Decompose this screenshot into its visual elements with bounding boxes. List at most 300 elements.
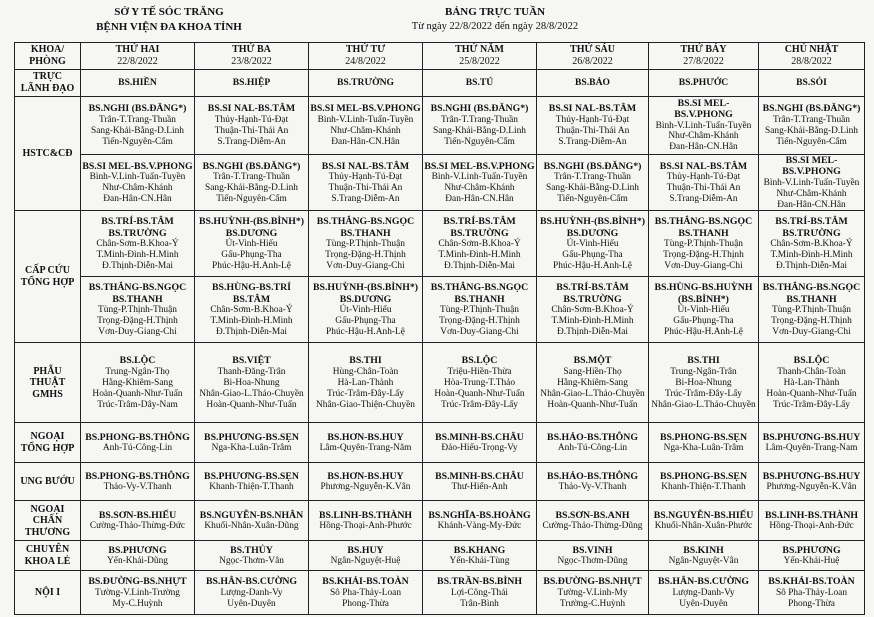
staff-line: Trung-Ngân-Trân xyxy=(670,366,737,377)
staff-line: Gấu-Phụng-Tha xyxy=(562,249,623,260)
doctor-on-duty: BS.LINH-BS.THÀNH xyxy=(318,509,413,521)
staff-line: Nga-Kha-Luân-Trâm xyxy=(663,443,744,454)
doctor-on-duty: BS.HÙNG-BS.TRÍ BS.TÂM xyxy=(212,282,291,305)
staff-line: Khanh-Thiện-T.Thanh xyxy=(661,482,746,493)
department-label-line: NỘI I xyxy=(34,587,61,599)
staff-line: Lâm-Quyên-Trang-Nam xyxy=(765,443,858,454)
day-header xyxy=(195,43,309,70)
duty-cell xyxy=(423,97,537,155)
staff-line: Hằng-Khiêm-Sang xyxy=(102,377,173,388)
doctor-on-duty: BS.KINH xyxy=(683,544,724,556)
staff-line: Nga-Kha-Luân-Trâm xyxy=(211,443,292,454)
staff-line: Vơn-Duy-Giang-Chi xyxy=(98,326,177,337)
staff-line: S.Trang-Diễm-An xyxy=(669,193,738,204)
staff-line: Đảo-Hiếu-Trọng-Vy xyxy=(441,443,518,454)
date-range: Từ ngày 22/8/2022 đến ngày 28/8/2022 xyxy=(411,21,579,32)
staff-line: Thủy-Hạnh-Tú-Đạt xyxy=(555,114,630,125)
duty-cell xyxy=(423,541,537,571)
staff-line: Khuổi-Nhân-Xuân-Phước xyxy=(654,521,753,532)
doctor-on-duty: BS.TRÍ-BS.TÂM BS.TRƯỜNG xyxy=(443,216,516,239)
title-block xyxy=(390,6,600,32)
schedule-row xyxy=(15,343,865,423)
staff-line: Thanh-Đăng-Trân xyxy=(217,366,286,377)
staff-line: Bình-V.Linh-Tuấn-Tuyền xyxy=(655,120,752,131)
staff-line: Chân-Sơm-B.Khoa-Ý xyxy=(770,238,853,249)
duty-cell xyxy=(537,277,649,343)
staff-line: Sô Pha-Thảy-Loan xyxy=(775,587,848,598)
department-label-line: THUẬT xyxy=(29,377,66,389)
staff-line: Trân-T.Trang-Thuần xyxy=(99,114,176,125)
schedule-row xyxy=(15,463,865,501)
leader-cell: BS.TRƯỜNG xyxy=(309,70,423,97)
staff-line: Hoàn-Quanh-Như-Tuấn xyxy=(434,388,525,399)
doctor-on-duty: BS.PHƯƠNG xyxy=(108,544,167,556)
staff-line: Hoàn-Quanh-Như-Tuấn xyxy=(547,399,638,410)
staff-line: Tùng-P.Thịnh-Thuận xyxy=(98,304,177,315)
staff-line: Khuổi-Nhân-Xuân-Dũng xyxy=(204,521,299,532)
doctor-on-duty: BS.HUỲNH-(BS.BÌNH*) BS.DƯƠNG xyxy=(312,282,419,305)
staff-line: Trân-Bình xyxy=(460,598,499,609)
doctor-on-duty: BS.SI MEL-BS.V.PHONG xyxy=(310,103,421,115)
doctor-on-duty: BS.KHẢI-BS.TOÀN xyxy=(768,576,855,588)
doctor-on-duty: BS.THẮNG-BS.NGỌC BS.THANH xyxy=(316,216,415,239)
staff-line: Bình-V.Linh-Tuấn-Tuyền xyxy=(317,114,414,125)
staff-line: Phương-Nguyễn-K.Vân xyxy=(320,482,411,493)
staff-line: T.Minh-Đình-H.Minh xyxy=(770,249,853,260)
day-date: 23/8/2022 xyxy=(231,56,272,67)
department-label-line: THƯƠNG xyxy=(24,526,71,538)
department-label xyxy=(15,343,81,423)
staff-line: Hoàn-Quanh-Như-Tuấn xyxy=(206,399,297,410)
staff-line: Đan-Hân-CN.Hân xyxy=(103,193,172,204)
duty-cell xyxy=(649,97,759,155)
duty-cell xyxy=(309,97,423,155)
doctor-on-duty: BS.PHƯƠNG-BS.HUY xyxy=(762,431,861,443)
staff-line: Bi-Hoa-Nhung xyxy=(675,377,732,388)
doctor-on-duty: BS.HẢO-BS.THÔNG xyxy=(547,431,638,443)
department-label-line: UNG BƯỚU xyxy=(20,476,75,488)
duty-cell xyxy=(81,463,195,501)
staff-line: Trường-C.Huỳnh xyxy=(559,598,626,609)
staff-line: Bình-V.Linh-Tuấn-Tuyền xyxy=(89,172,186,183)
staff-line: Đ.Thịnh-Diễn-Mai xyxy=(556,326,629,337)
staff-line: T.Minh-Đình-H.Minh xyxy=(210,315,293,326)
staff-line: Như-Châm-Khánh xyxy=(330,125,401,136)
duty-cell xyxy=(195,463,309,501)
schedule-row xyxy=(15,211,865,277)
staff-line: Lợi-Công-Thái xyxy=(450,587,509,598)
staff-line: Trúc-Trâm-Dây-Nam xyxy=(97,399,178,410)
staff-line: Trọng-Đặng-H.Thịnh xyxy=(663,249,744,260)
doctor-on-duty: BS.SƠN-BS.HIẾU xyxy=(98,509,177,521)
doctor-on-duty: BS.HÂN-BS.CƯỜNG xyxy=(657,576,750,588)
duty-cell xyxy=(81,343,195,423)
staff-line: Sang-Khải-Bằng-D.Linh xyxy=(433,125,526,136)
doctor-on-duty: BS.ĐƯỜNG-BS.NHỰT xyxy=(543,576,642,588)
staff-line: Trung-Ngân-Thọ xyxy=(105,366,170,377)
doctor-on-duty: BS.LỘC xyxy=(461,355,498,367)
staff-line: Đan-Hân-CN.Hân xyxy=(669,142,738,153)
doctor-on-duty: BS.PHƯƠNG xyxy=(782,544,841,556)
doctor-on-duty: BS.NGHI (BS.ĐĂNG*) xyxy=(430,103,529,115)
duty-cell xyxy=(81,541,195,571)
duty-cell xyxy=(537,211,649,277)
day-date: 28/8/2022 xyxy=(791,56,832,67)
staff-line: Như-Châm-Khánh xyxy=(668,131,739,142)
staff-line: Nhân-Giao-L.Thảo-Chuyền xyxy=(540,388,645,399)
doctor-on-duty: BS.HÂN-BS.CƯỜNG xyxy=(205,576,298,588)
day-header xyxy=(649,43,759,70)
doctor-on-duty: BS.TRÍ-BS.TÂM BS.TRƯỜNG xyxy=(775,216,848,239)
staff-line: Vơn-Duy-Giang-Chi xyxy=(664,260,743,271)
staff-line: Trúc-Trâm-Đây-Lấy xyxy=(665,388,742,399)
staff-line: Phong-Thừa xyxy=(342,598,389,609)
day-name: THỨ BẢY xyxy=(680,44,727,56)
doctor-on-duty: BS.NGHI (BS.ĐĂNG*) xyxy=(88,103,187,115)
department-label-line: TỔNG HỢP xyxy=(20,276,75,288)
day-header xyxy=(309,43,423,70)
staff-line: Lượng-Danh-Vy xyxy=(220,587,283,598)
day-date: 26/8/2022 xyxy=(572,56,613,67)
department-label xyxy=(15,423,81,463)
staff-line: S.Trang-Diễm-An xyxy=(331,193,400,204)
department-label-line: TỔNG HỢP xyxy=(20,442,75,454)
doctor-on-duty: BS.SƠN-BS.ANH xyxy=(555,509,630,521)
doctor-on-duty: BS.THẮNG-BS.NGỌC BS.THANH xyxy=(654,216,753,239)
staff-line: Đan-Hân-CN.Hân xyxy=(331,136,400,147)
staff-line: Tùng-P.Thịnh-Thuận xyxy=(440,304,519,315)
staff-line: Trân-T.Trang-Thuần xyxy=(441,114,518,125)
staff-line: Tùng-P.Thịnh-Thuận xyxy=(326,238,405,249)
staff-line: Hằng-Khiêm-Sang xyxy=(557,377,628,388)
staff-line: Uyên-Duyên xyxy=(227,598,276,609)
staff-line: Phúc-Hậu-H.Anh-Lệ xyxy=(553,260,632,271)
doctor-on-duty: BS.SI NAL-BS.TÂM xyxy=(548,103,637,115)
duty-cell xyxy=(759,423,865,463)
staff-line: Bình-V.Linh-Tuấn-Tuyền xyxy=(431,172,528,183)
staff-line: Hoàn-Quanh-Như-Tuấn xyxy=(766,388,857,399)
staff-line: Hà-Lan-Thành xyxy=(337,377,394,388)
staff-line: Chân-Sơm-B.Khoa-Ý xyxy=(438,238,521,249)
department-label-line: HSTC&CĐ xyxy=(22,147,73,159)
doctor-on-duty: BS.MINH-BS.CHÂU xyxy=(435,470,524,482)
staff-line: Thuận-Thi-Thái An xyxy=(214,125,289,136)
staff-line: Vơn-Duy-Giang-Chi xyxy=(440,326,519,337)
duty-cell xyxy=(423,463,537,501)
staff-line: Sang-Khải-Bằng-D.Linh xyxy=(765,125,858,136)
staff-line: Phúc-Hậu-H.Anh-Lệ xyxy=(664,326,743,337)
duty-cell xyxy=(195,155,309,211)
staff-line: Đ.Thịnh-Diễn-Mai xyxy=(775,260,848,271)
day-date: 27/8/2022 xyxy=(683,56,724,67)
duty-cell xyxy=(195,571,309,615)
staff-line: Đan-Hân-CN.Hân xyxy=(445,193,514,204)
staff-line: Ngọc-Thơm-Dũng xyxy=(557,556,628,567)
duty-cell xyxy=(759,211,865,277)
duty-cell xyxy=(195,541,309,571)
doctor-on-duty: BS.HƠN-BS.HUY xyxy=(327,431,404,443)
doctor-on-duty: BS.THI xyxy=(687,355,720,367)
staff-line: Út-Vinh-Hiếu xyxy=(566,238,619,249)
org-line-2: BỆNH VIỆN ĐA KHOA TỈNH xyxy=(96,21,242,33)
department-label-line: CHẤN xyxy=(32,515,63,527)
staff-line: Thủy-Hạnh-Tú-Đạt xyxy=(666,172,741,183)
staff-line: Ngân-Nguyệt-Vân xyxy=(668,556,739,567)
staff-line: Chân-Sơm-B.Khoa-Ý xyxy=(551,304,634,315)
staff-line: Trúc-Trâm-Đây-Lấy xyxy=(773,399,850,410)
doctor-on-duty: BS.LỘC xyxy=(119,355,156,367)
day-name: THỨ SÁU xyxy=(570,44,615,56)
doctor-on-duty: BS.THẮNG-BS.NGỌC BS.THANH xyxy=(762,282,861,305)
staff-line: Hòa-Trung-T.Thảo xyxy=(443,377,516,388)
duty-cell xyxy=(309,463,423,501)
staff-line: Ngân-Nguyệt-Huệ xyxy=(330,556,401,567)
issuer-block xyxy=(54,6,284,33)
schedule-row xyxy=(15,501,865,541)
leader-cell: BS.HIỆP xyxy=(195,70,309,97)
duty-cell xyxy=(195,501,309,541)
duty-cell xyxy=(309,155,423,211)
duty-cell xyxy=(759,463,865,501)
doctor-on-duty: BS.SI MEL-BS.V.PHONG xyxy=(82,160,193,172)
corner-label: KHOA/ PHÒNG xyxy=(15,43,81,70)
duty-cell xyxy=(423,277,537,343)
day-name: THỨ BA xyxy=(232,44,271,56)
staff-line: Thảo-Vy-V.Thanh xyxy=(558,482,627,493)
duty-cell xyxy=(309,571,423,615)
staff-line: Út-Vinh-Hiếu xyxy=(225,238,278,249)
doctor-on-duty: BS.THI xyxy=(349,355,382,367)
doctor-on-duty: BS.MỘT xyxy=(573,355,612,367)
staff-line: Tùng-P.Thịnh-Thuận xyxy=(772,304,851,315)
duty-cell xyxy=(81,423,195,463)
department-label xyxy=(15,541,81,571)
duty-cell xyxy=(423,571,537,615)
day-date: 24/8/2022 xyxy=(345,56,386,67)
doctor-on-duty: BS.SI NAL-BS.TÂM xyxy=(659,160,748,172)
staff-line: Trân-T.Trang-Thuần xyxy=(554,172,631,183)
doctor-on-duty: BS.SI MEL-BS.V.PHONG xyxy=(782,155,841,178)
duty-cell xyxy=(423,423,537,463)
staff-line: Trúc-Trâm-Đây-Lấy xyxy=(327,388,404,399)
staff-line: Nhân-Giao-Thiện-Chuyền xyxy=(316,399,415,410)
schedule-row xyxy=(15,541,865,571)
staff-line: Đan-Hân-CN.Hân xyxy=(777,199,846,210)
leader-cell: BS.SỎI xyxy=(759,70,865,97)
duty-cell xyxy=(195,343,309,423)
duty-cell xyxy=(649,211,759,277)
day-header-row xyxy=(15,43,865,70)
schedule-row xyxy=(15,97,865,155)
day-header xyxy=(759,43,865,70)
duty-cell xyxy=(649,463,759,501)
staff-line: T.Minh-Đình-H.Minh xyxy=(438,249,521,260)
staff-line: Bình-V.Linh-Tuấn-Tuyền xyxy=(763,177,860,188)
staff-line: Khanh-Thiện-T.Thanh xyxy=(209,482,294,493)
day-name: CHỦ NHẬT xyxy=(784,44,839,56)
staff-line: Sang-Khải-Bằng-D.Linh xyxy=(546,182,639,193)
staff-line: Sang-Hiền-Thọ xyxy=(563,366,622,377)
leader-cell: BS.BẢO xyxy=(537,70,649,97)
staff-line: Đ.Thịnh-Diễn-Mai xyxy=(443,260,516,271)
department-label xyxy=(15,501,81,541)
leader-cell: BS.HIỀN xyxy=(81,70,195,97)
duty-cell xyxy=(309,423,423,463)
duty-cell xyxy=(309,541,423,571)
staff-line: Thuận-Thi-Thái An xyxy=(666,182,741,193)
doctor-on-duty: BS.THẮNG-BS.NGỌC BS.THANH xyxy=(430,282,529,305)
staff-line: Trân-T.Trang-Thuần xyxy=(213,172,290,183)
staff-line: Chân-Sơm-B.Khoa-Ý xyxy=(96,238,179,249)
department-label-line: GMHS xyxy=(32,388,63,400)
duty-cell xyxy=(195,97,309,155)
schedule-table xyxy=(14,42,865,615)
day-header xyxy=(81,43,195,70)
schedule-body xyxy=(15,97,865,615)
staff-line: Hoàn-Quanh-Như-Tuấn xyxy=(92,388,183,399)
duty-cell xyxy=(81,155,195,211)
staff-line: Chân-Sơm-B.Khoa-Ý xyxy=(210,304,293,315)
department-label xyxy=(15,97,81,211)
duty-cell xyxy=(423,343,537,423)
staff-line: Út-Vinh-Hiếu xyxy=(339,304,392,315)
department-label-line: NGOẠI xyxy=(30,503,65,515)
doctor-on-duty: BS.VINH xyxy=(572,544,613,556)
staff-line: Trọng-Đặng-H.Thịnh xyxy=(439,315,520,326)
doctor-on-duty: BS.HUỲNH-(BS.BÌNH*) BS.DƯƠNG xyxy=(198,216,305,239)
duty-cell xyxy=(537,423,649,463)
staff-line: Sang-Khải-Bằng-D.Linh xyxy=(91,125,184,136)
staff-line: Trọng-Đặng-H.Thịnh xyxy=(97,315,178,326)
doctor-on-duty: BS.PHONG-BS.THÔNG xyxy=(85,431,190,443)
staff-line: Thuận-Thi-Thái An xyxy=(328,182,403,193)
staff-line: Như-Châm-Khánh xyxy=(102,182,173,193)
department-label xyxy=(15,211,81,343)
staff-line: S.Trang-Diễm-An xyxy=(558,136,627,147)
duty-cell xyxy=(537,97,649,155)
duty-cell xyxy=(649,501,759,541)
staff-line: Sang-Khải-Bằng-D.Linh xyxy=(205,182,298,193)
staff-line: Trúc-Trâm-Đây-Lấy xyxy=(441,399,518,410)
leader-cell: BS.TÚ xyxy=(423,70,537,97)
doctor-on-duty: BS.NGHI (BS.ĐĂNG*) xyxy=(202,160,301,172)
duty-cell xyxy=(537,343,649,423)
doctor-on-duty: BS.NGUYỄN-BS.NHÂN xyxy=(199,509,304,521)
doctor-on-duty: BS.PHƯƠNG-BS.HUY xyxy=(762,470,861,482)
duty-cell xyxy=(649,277,759,343)
staff-line: Tường-V.Linh-Trường xyxy=(95,587,180,598)
duty-cell xyxy=(759,501,865,541)
staff-line: Cường-Thảo-Thừng-Đức xyxy=(89,521,186,532)
leader-row-label: TRỰC LÃNH ĐẠO xyxy=(15,70,81,97)
duty-cell xyxy=(537,501,649,541)
doctor-on-duty: BS.PHƯƠNG-BS.SẸN xyxy=(204,470,299,482)
staff-line: Lâm-Quyên-Trang-Năm xyxy=(319,443,412,454)
doctor-on-duty: BS.SI NAL-BS.TÂM xyxy=(321,160,410,172)
doctor-on-duty: BS.ĐƯỜNG-BS.NHỰT xyxy=(88,576,187,588)
staff-line: Uyên-Duyên xyxy=(679,598,728,609)
staff-line: Tiến-Nguyên-Cẩm xyxy=(776,136,847,147)
doctor-on-duty: BS.PHƯƠNG-BS.SẸN xyxy=(204,431,299,443)
staff-line: Thủy-Hạnh-Tú-Đạt xyxy=(328,172,403,183)
duty-cell xyxy=(309,211,423,277)
staff-line: Nhân-Giao-L.Thảo-Chuyền xyxy=(651,399,756,410)
day-name: THỨ HAI xyxy=(115,44,160,56)
doctor-on-duty: BS.SI MEL-BS.V.PHONG xyxy=(424,160,535,172)
schedule-row xyxy=(15,571,865,615)
day-header xyxy=(537,43,649,70)
staff-line: Thanh-Chân-Toàn xyxy=(777,366,846,377)
duty-cell xyxy=(81,501,195,541)
staff-line: Thuận-Thi-Thái An xyxy=(555,125,630,136)
duty-cell xyxy=(759,277,865,343)
duty-cell xyxy=(649,343,759,423)
day-name: THỨ TƯ xyxy=(345,44,386,56)
duty-cell xyxy=(537,571,649,615)
doctor-on-duty: BS.PHONG-BS.THÔNG xyxy=(85,470,190,482)
staff-line: Út-Vinh-Hiếu xyxy=(677,304,730,315)
doctor-on-duty: BS.KHẢI-BS.TOÀN xyxy=(322,576,409,588)
staff-line: Phúc-Hậu-H.Anh-Lệ xyxy=(212,260,291,271)
staff-line: Bi-Hoa-Nhung xyxy=(223,377,280,388)
duty-cell xyxy=(649,571,759,615)
doctor-on-duty: BS.NGHĨA-BS.HOÀNG xyxy=(428,509,531,521)
doctor-on-duty: BS.SI MEL-BS.V.PHONG xyxy=(674,97,733,121)
staff-line: Nhân-Giao-L.Thảo-Chuyền xyxy=(199,388,304,399)
staff-line: Anh-Tú-Công-Lin xyxy=(102,443,173,454)
duty-cell xyxy=(759,343,865,423)
doctor-on-duty: BS.TRÍ-BS.TÂM BS.TRƯỜNG xyxy=(101,216,174,239)
staff-line: Trọng-Đặng-H.Thịnh xyxy=(325,249,406,260)
duty-cell xyxy=(649,423,759,463)
duty-cell xyxy=(759,97,865,155)
duty-cell xyxy=(759,541,865,571)
doctor-on-duty: BS.VIỆT xyxy=(232,355,271,367)
doctor-on-duty: BS.PHONG-BS.SẸN xyxy=(659,470,748,482)
staff-line: Khánh-Vàng-My-Đức xyxy=(437,521,522,532)
duty-cell xyxy=(649,541,759,571)
duty-cell xyxy=(649,155,759,211)
staff-line: Vơn-Duy-Giang-Chi xyxy=(326,260,405,271)
duty-cell xyxy=(195,211,309,277)
doctor-on-duty: BS.TRÍ-BS.TÂM BS.TRƯỜNG xyxy=(556,282,629,305)
staff-line: Tường-V.Linh-My xyxy=(557,587,628,598)
duty-cell xyxy=(759,155,865,211)
staff-line: Phúc-Hậu-H.Anh-Lệ xyxy=(326,326,405,337)
department-label xyxy=(15,463,81,501)
department-label-line: CHUYÊN xyxy=(25,544,70,556)
doctor-on-duty: BS.SI NAL-BS.TÂM xyxy=(207,103,296,115)
duty-cell xyxy=(309,277,423,343)
duty-cell xyxy=(423,501,537,541)
duty-cell xyxy=(423,211,537,277)
doctor-on-duty: BS.HƠN-BS.HUY xyxy=(327,470,404,482)
duty-cell xyxy=(537,155,649,211)
staff-line: Triệu-Hiền-Thừa xyxy=(447,366,512,377)
staff-line: Anh-Tú-Công-Lin xyxy=(557,443,628,454)
staff-line: Thảo-Vy-V.Thanh xyxy=(103,482,172,493)
doctor-on-duty: BS.HUY xyxy=(347,544,384,556)
doctor-on-duty: BS.TRẦN-BS.BÌNH xyxy=(437,576,522,588)
department-label-line: KHOA LẺ xyxy=(24,555,71,567)
staff-line: Như-Châm-Khánh xyxy=(444,182,515,193)
staff-line: Như-Châm-Khánh xyxy=(776,188,847,199)
staff-line: Hà-Lan-Thành xyxy=(783,377,840,388)
staff-line: Thủy-Hạnh-Tú-Đạt xyxy=(214,114,289,125)
staff-line: Vơn-Duy-Giang-Chi xyxy=(772,326,851,337)
staff-line: Tiến-Nguyên-Cẩm xyxy=(444,136,515,147)
staff-line: Phương-Nguyễn-K.Vân xyxy=(766,482,857,493)
